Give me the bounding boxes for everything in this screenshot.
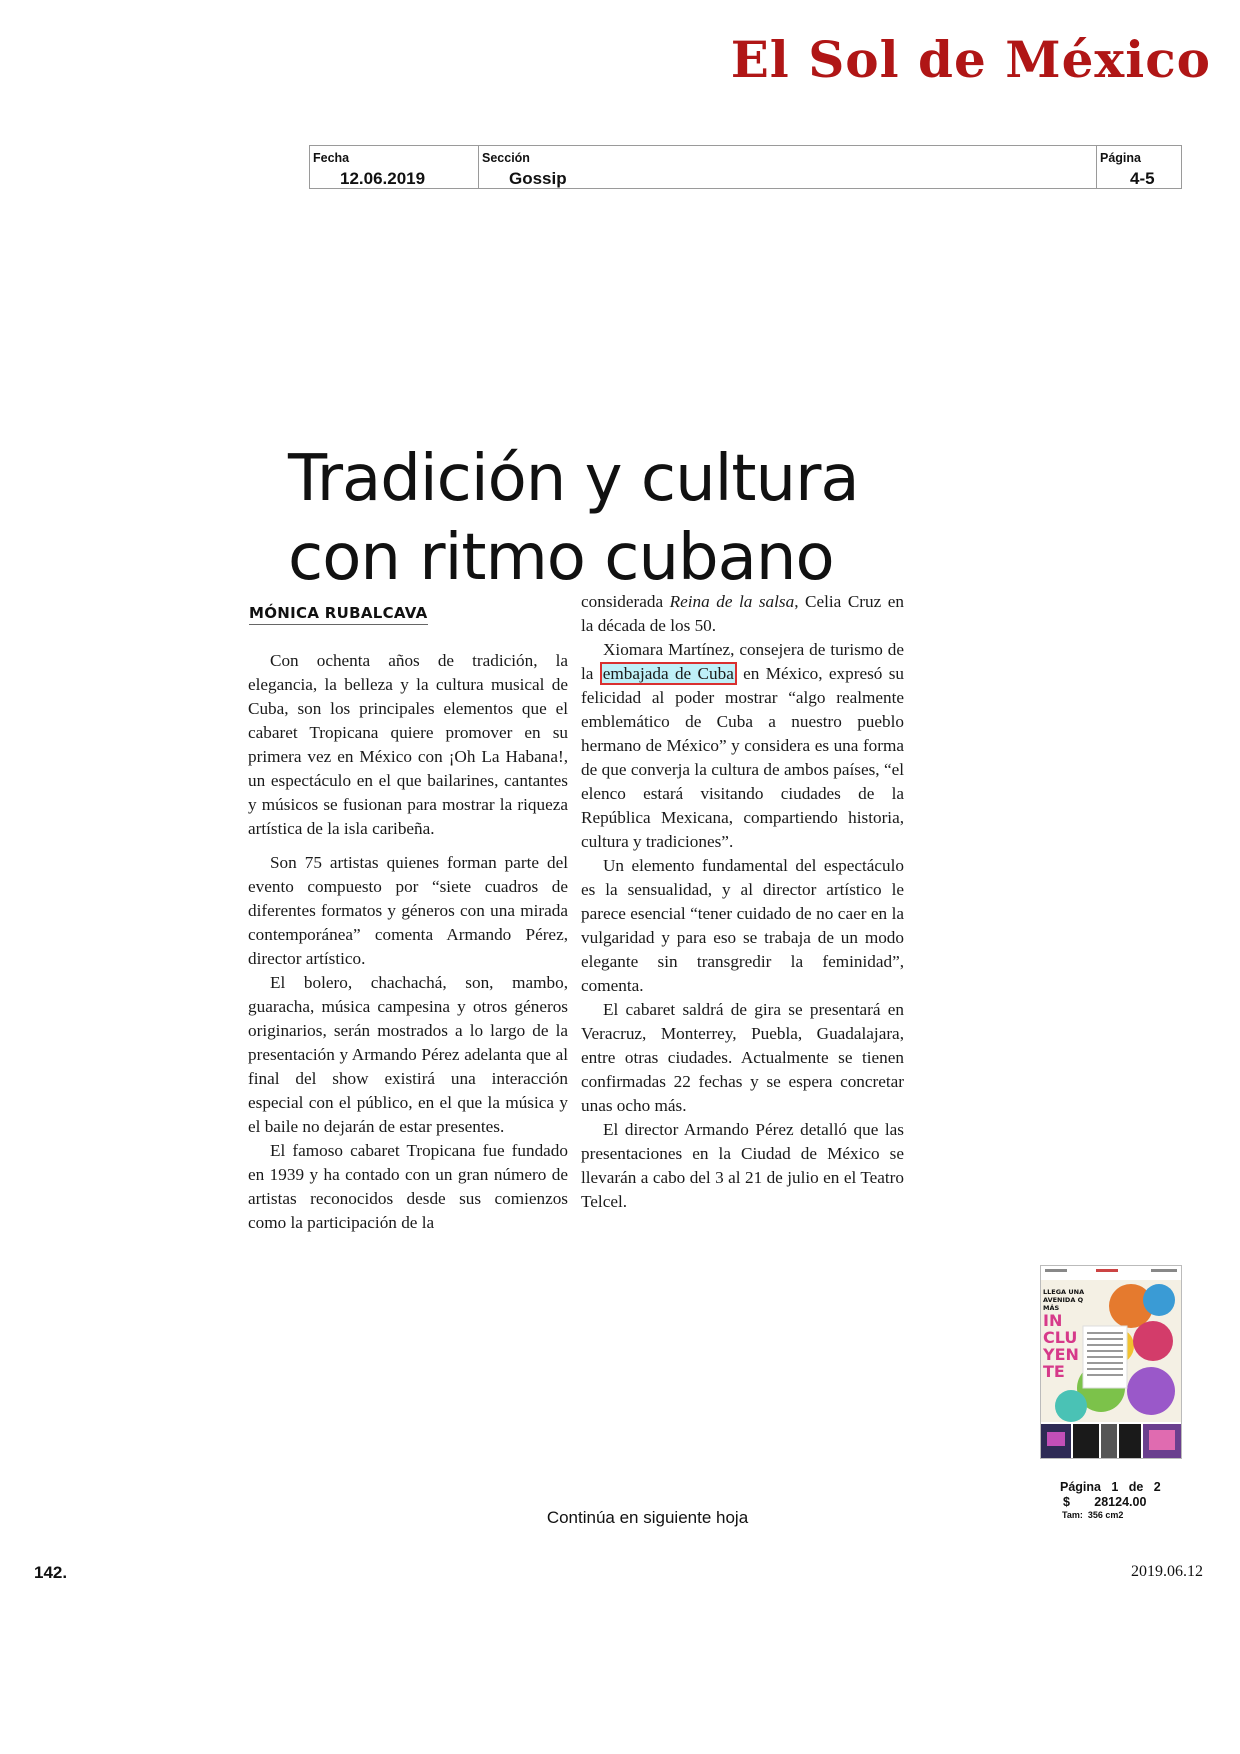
page-thumbnail: [1040, 1265, 1182, 1459]
paragraph: El bolero, chachachá, son, mambo, guaracha, música campesina y otros géneros originarios, serán mostrados a lo largo de la presentación y Armando Pérez adelanta que al final del show existirá una interacción especial con el público, en el que la música y el baile no dejarán de estar presentes.: [248, 973, 568, 1136]
fecha-cell: [310, 146, 479, 188]
article-byline: MÓNICA RUBALCAVA: [249, 604, 428, 625]
paragraph: El famoso cabaret Tropicana fue fundado en 1939 y ha contado con un gran número de artistas reconocidos desde sus comienzos como la participación de la: [248, 1141, 568, 1232]
paragraph: Con ochenta años de tradición, la elegancia, la belleza y la cultura musical de Cuba, son los principales elementos que el cabaret Tropicana quiere promover en su primera vez en México con ¡Oh La Habana!, un espectáculo en el que bailarines, cantantes y músicos se fusionan para mostrar la riqueza artística de la isla caribeña.: [248, 651, 568, 838]
fecha-label: Fecha: [313, 151, 350, 165]
fecha-value: 12.06.2019: [340, 169, 426, 188]
text-run: en México, expresó su felicidad al poder mostrar “algo realmente emblemático de Cuba a nuestro pueblo hermano de México” y considera es una forma de que converja la cultura de ambos países, “el elenco estará visitando ciudades de la República Mexicana, compartiendo historia, cultura y tradiciones”.: [581, 664, 904, 851]
italic-text: Reina de la salsa: [669, 592, 795, 611]
continua-note: Continúa en siguiente hoja: [546, 1508, 749, 1527]
pagina-label: Página: [1100, 151, 1141, 165]
text-run: considerada: [581, 592, 670, 611]
seccion-cell: [479, 146, 1097, 188]
thumbnail-big-word: [1043, 1312, 1079, 1380]
text-run: , Celia Cruz en la década de los 50.: [581, 592, 904, 635]
paragraph: [581, 590, 904, 638]
thumbnail-line: AVENIDA Q: [1043, 1296, 1084, 1304]
masthead-logo: El Sol de México: [730, 30, 1211, 89]
paragraph: El cabaret saldrá de gira se presentará en Veracruz, Monterrey, Puebla, Guadalajara, entre otras ciudades. Actualmente se tienen confirmadas 22 fechas y se espera concretar unas ocho más.: [581, 1000, 904, 1115]
seccion-value: Gossip: [509, 169, 567, 188]
stats-pagina: Página 1 de 2: [1060, 1480, 1161, 1494]
paragraph: Son 75 artistas quienes forman parte del evento compuesto por “siete cuadros de diferentes formatos y géneros con una mirada contemporánea” comenta Armando Pérez, director artístico.: [248, 853, 568, 968]
thumbnail-big-line: YEN: [1043, 1345, 1079, 1364]
thumbnail-caption: [1043, 1288, 1084, 1312]
metadata-box: [309, 145, 1182, 189]
thumbnail-big-line: TE: [1043, 1362, 1065, 1381]
stats-tam: Tam: 356 cm2: [1062, 1510, 1124, 1520]
paragraph: [581, 638, 904, 854]
article-headline: Tradición y cultura con ritmo cubano: [288, 442, 859, 595]
text-run: Xiomara Martínez, consejera de turismo de la: [581, 640, 904, 683]
article-column-1: [248, 649, 568, 1235]
paragraph: El director Armando Pérez detalló que las presentaciones en la Ciudad de México se llevarán a cabo del 3 al 21 de julio en el Teatro Telcel.: [581, 1120, 904, 1211]
pagina-cell: [1097, 146, 1182, 188]
thumbnail-big-line: IN: [1043, 1311, 1063, 1330]
pagina-value: 4-5: [1130, 169, 1155, 188]
seccion-label: Sección: [482, 151, 530, 165]
highlighted-term: embajada de Cuba: [600, 662, 737, 685]
thumbnail-line: LLEGA UNA: [1043, 1288, 1085, 1296]
document-date: 2019.06.12: [1131, 1563, 1203, 1580]
paragraph: Un elemento fundamental del espectáculo es la sensualidad, y al director artístico le parece esencial “tener cuidado de no caer en la vulgaridad y para eso se trabaja de un modo elegante sin transgredir la feminidad”, comenta.: [581, 856, 904, 995]
document-number: 142.: [34, 1563, 68, 1582]
thumbnail-line: MÁS: [1043, 1304, 1060, 1312]
stats-costo: $ 28124.00: [1063, 1495, 1147, 1509]
thumbnail-big-line: CLU: [1043, 1328, 1078, 1347]
article-column-2: [581, 590, 904, 1214]
